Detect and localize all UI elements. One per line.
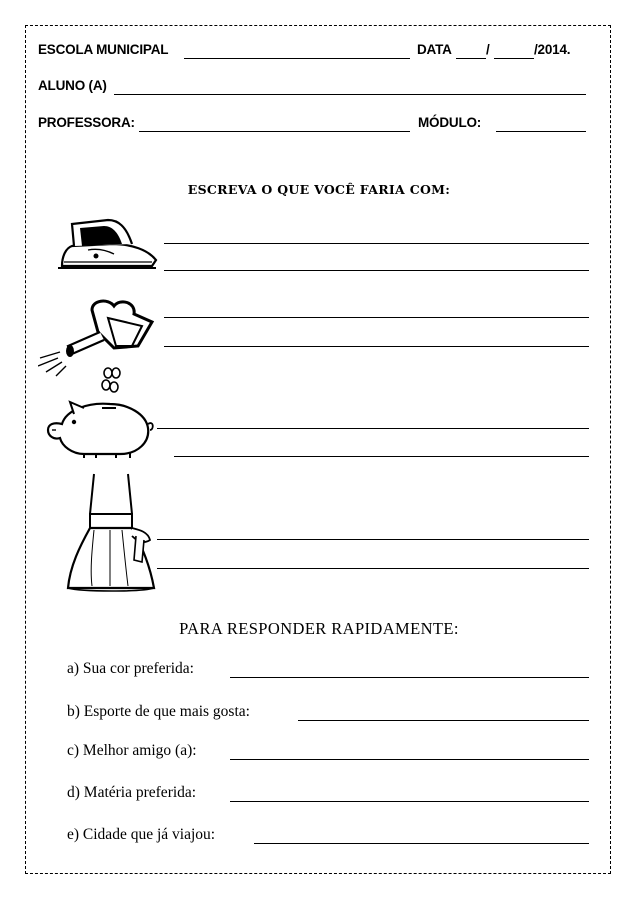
student-label: ALUNO (A)	[38, 78, 107, 93]
section-title: PARA RESPONDER RAPIDAMENTE:	[179, 619, 459, 638]
teacher-field[interactable]	[139, 131, 410, 132]
answer-line[interactable]	[174, 456, 589, 457]
answer-line[interactable]	[164, 346, 589, 347]
date-month-field[interactable]	[494, 58, 534, 59]
answer-line[interactable]	[230, 677, 589, 678]
apron-icon	[62, 470, 162, 594]
answer-line[interactable]	[254, 843, 589, 844]
date-label: DATA	[417, 42, 452, 57]
answer-line[interactable]	[298, 720, 589, 721]
question-label: a) Sua cor preferida:	[67, 660, 194, 677]
question-label: d) Matéria preferida:	[67, 784, 197, 801]
answer-line[interactable]	[164, 317, 589, 318]
answer-line[interactable]	[164, 243, 589, 244]
date-year: /2014.	[534, 42, 571, 57]
answer-line[interactable]	[164, 270, 589, 271]
section-title: ESCREVA O QUE VOCÊ FARIA COM:	[187, 182, 451, 197]
answer-line[interactable]	[230, 801, 589, 802]
answer-line[interactable]	[157, 568, 589, 569]
answer-line[interactable]	[230, 759, 589, 760]
clothes-iron-icon	[52, 210, 162, 276]
answer-line[interactable]	[157, 539, 589, 540]
teacher-label: PROFESSORA:	[38, 115, 135, 130]
date-day-field[interactable]	[456, 58, 486, 59]
module-label: MÓDULO:	[418, 115, 482, 130]
school-field[interactable]	[184, 58, 410, 59]
module-field[interactable]	[496, 131, 586, 132]
question-label: b) Esporte de que mais gosta:	[67, 703, 250, 720]
student-field[interactable]	[114, 94, 586, 95]
answer-line[interactable]	[157, 428, 589, 429]
question-label: c) Melhor amigo (a):	[67, 742, 197, 759]
date-separator: /	[486, 42, 490, 57]
coins-icon	[98, 365, 130, 397]
school-label: ESCOLA MUNICIPAL	[38, 42, 169, 57]
piggy-bank-icon	[44, 396, 156, 460]
question-label: e) Cidade que já viajou:	[67, 826, 216, 843]
